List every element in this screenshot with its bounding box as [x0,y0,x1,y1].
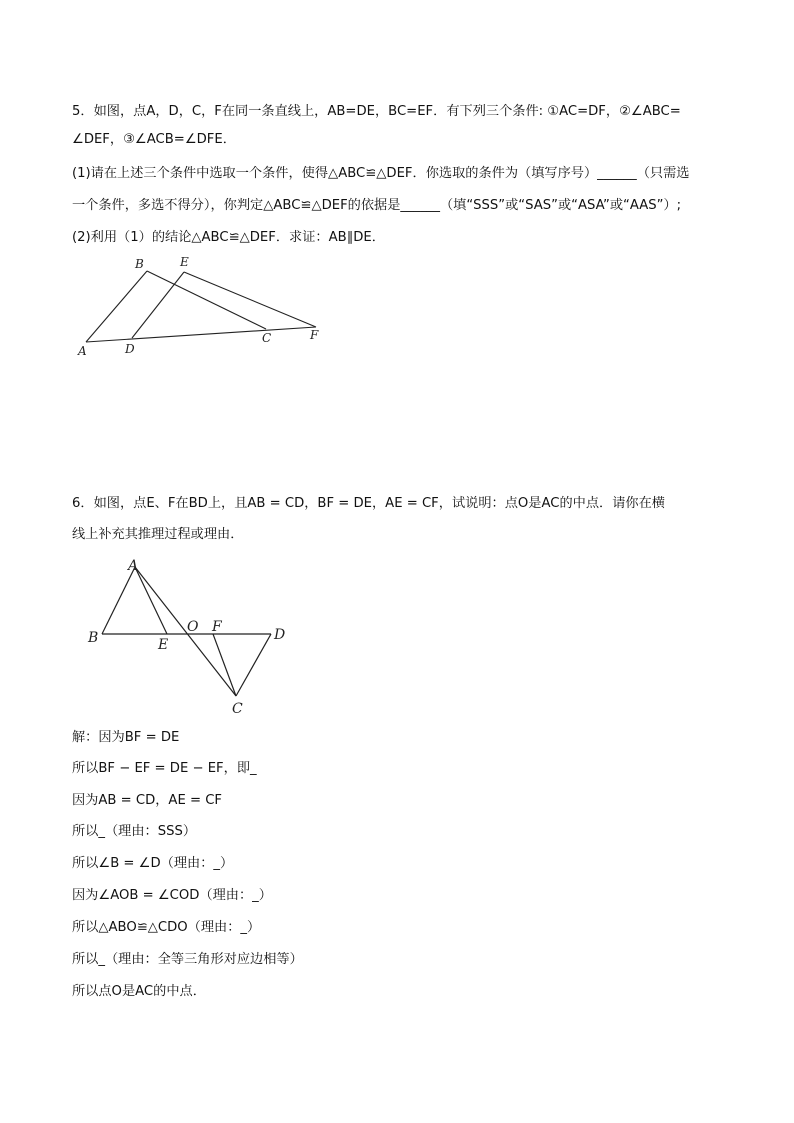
q6-step-5: 所以∠B = ∠D（理由：_） [72,856,234,871]
q5-segment-EF [184,272,316,327]
q5-label-A: A [78,344,87,358]
q6-step-2: 所以BF − EF = DE − EF，即_ [72,761,257,776]
q6-label-D: D [274,627,286,643]
q6-label-E: E [158,637,169,653]
q6-step-6: 因为∠AOB = ∠COD（理由：_） [72,888,272,903]
q5-segment-BC [147,271,266,329]
q6-segment-CF [213,634,236,696]
q5-line-4: 一个条件，多选不得分），你判定△ABC≌△DEF的依据是______（填“SSS”或“SAS”或“ASA”或“AAS”）; [72,198,682,213]
q6-step-8: 所以_（理由：全等三角形对应边相等） [72,952,303,967]
q5-line-5: (2)利用（1）的结论△ABC≌△DEF．求证：AB∥DE． [72,230,385,245]
q6-step-3: 因为AB = CD，AE = CF [72,793,223,808]
q6-label-F: F [212,619,222,635]
q5-figure [70,250,340,360]
q6-segment-CD [236,634,271,696]
q5-label-C: C [262,331,272,345]
q6-step-9: 所以点O是AC的中点． [72,984,206,999]
q5-line-1: 5．如图，点A，D，C，F在同一条直线上，AB=DE，BC=EF．有下列三个条件: ①AC=DF，②∠ABC= [72,104,681,119]
q6-line-2: 线上补充其推理过程或理由． [72,527,244,542]
q5-line-2: ∠DEF，③∠ACB=∠DFE． [72,132,236,147]
q5-label-F: F [310,328,319,342]
q5-label-D: D [125,342,135,356]
q6-step-4: 所以_（理由：SSS） [72,824,197,839]
q6-step-1: 解：因为BF = DE [72,730,180,745]
q5-segment-AF [86,327,316,342]
q6-segment-AE [135,567,167,634]
q6-label-C: C [232,701,243,717]
q6-line-1: 6．如图，点E、F在BD上，且AB = CD，BF = DE，AE = CF，试说明：点O是AC的中点．请你在横 [72,496,665,511]
q5-segment-DE [132,272,184,338]
q6-label-A: A [128,558,139,574]
q5-label-B: B [135,257,144,271]
q6-segment-AB [102,567,135,634]
q6-figure [80,555,300,720]
q5-label-E: E [180,255,189,269]
q6-label-O: O [187,619,199,635]
q5-line-3: (1)请在上述三个条件中选取一个条件，使得△ABC≌△DEF．你选取的条件为（填写序号）______（只需选 [72,166,690,181]
q6-label-B: B [88,630,99,646]
q6-step-7: 所以△ABO≌△CDO（理由：_） [72,920,261,935]
